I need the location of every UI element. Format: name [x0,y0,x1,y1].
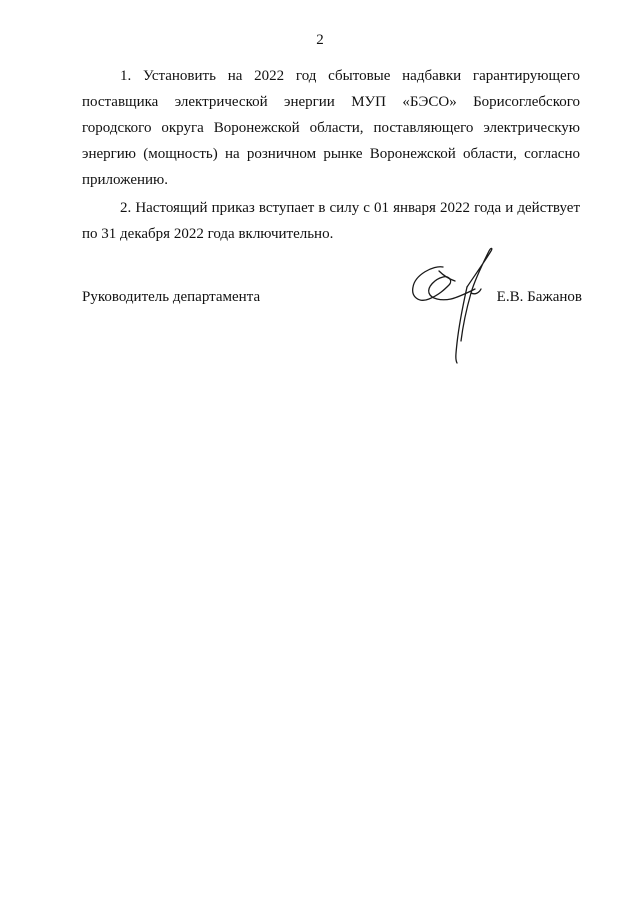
paragraph-1-line: поставщика электрической энергии МУП «БЭСО» Борисоглебского [82,94,580,110]
signature-block [82,284,582,310]
paragraph-2-line: по 31 декабря 2022 года включительно. [82,226,334,242]
paragraph-1-line: городского округа Воронежской области, поставляющего электрическую [82,120,580,136]
paragraph-1-line: приложению. [82,172,169,188]
handwritten-signature [405,245,500,367]
paragraph-2 [82,195,580,247]
paragraph-1-line: 1. Установить на 2022 год сбытовые надбавки гарантирующего [120,68,580,84]
signatory-name: Е.В. Бажанов [496,289,582,305]
paragraph-1-line: энергию (мощность) на розничном рынке Воронежской области, согласно [82,146,580,162]
page-number: 2 [316,32,324,48]
paragraph-2-line: 2. Настоящий приказ вступает в силу с 01 января 2022 года и действует [120,200,580,216]
paragraph-1 [82,63,580,193]
signatory-role: Руководитель департамента [82,289,261,305]
